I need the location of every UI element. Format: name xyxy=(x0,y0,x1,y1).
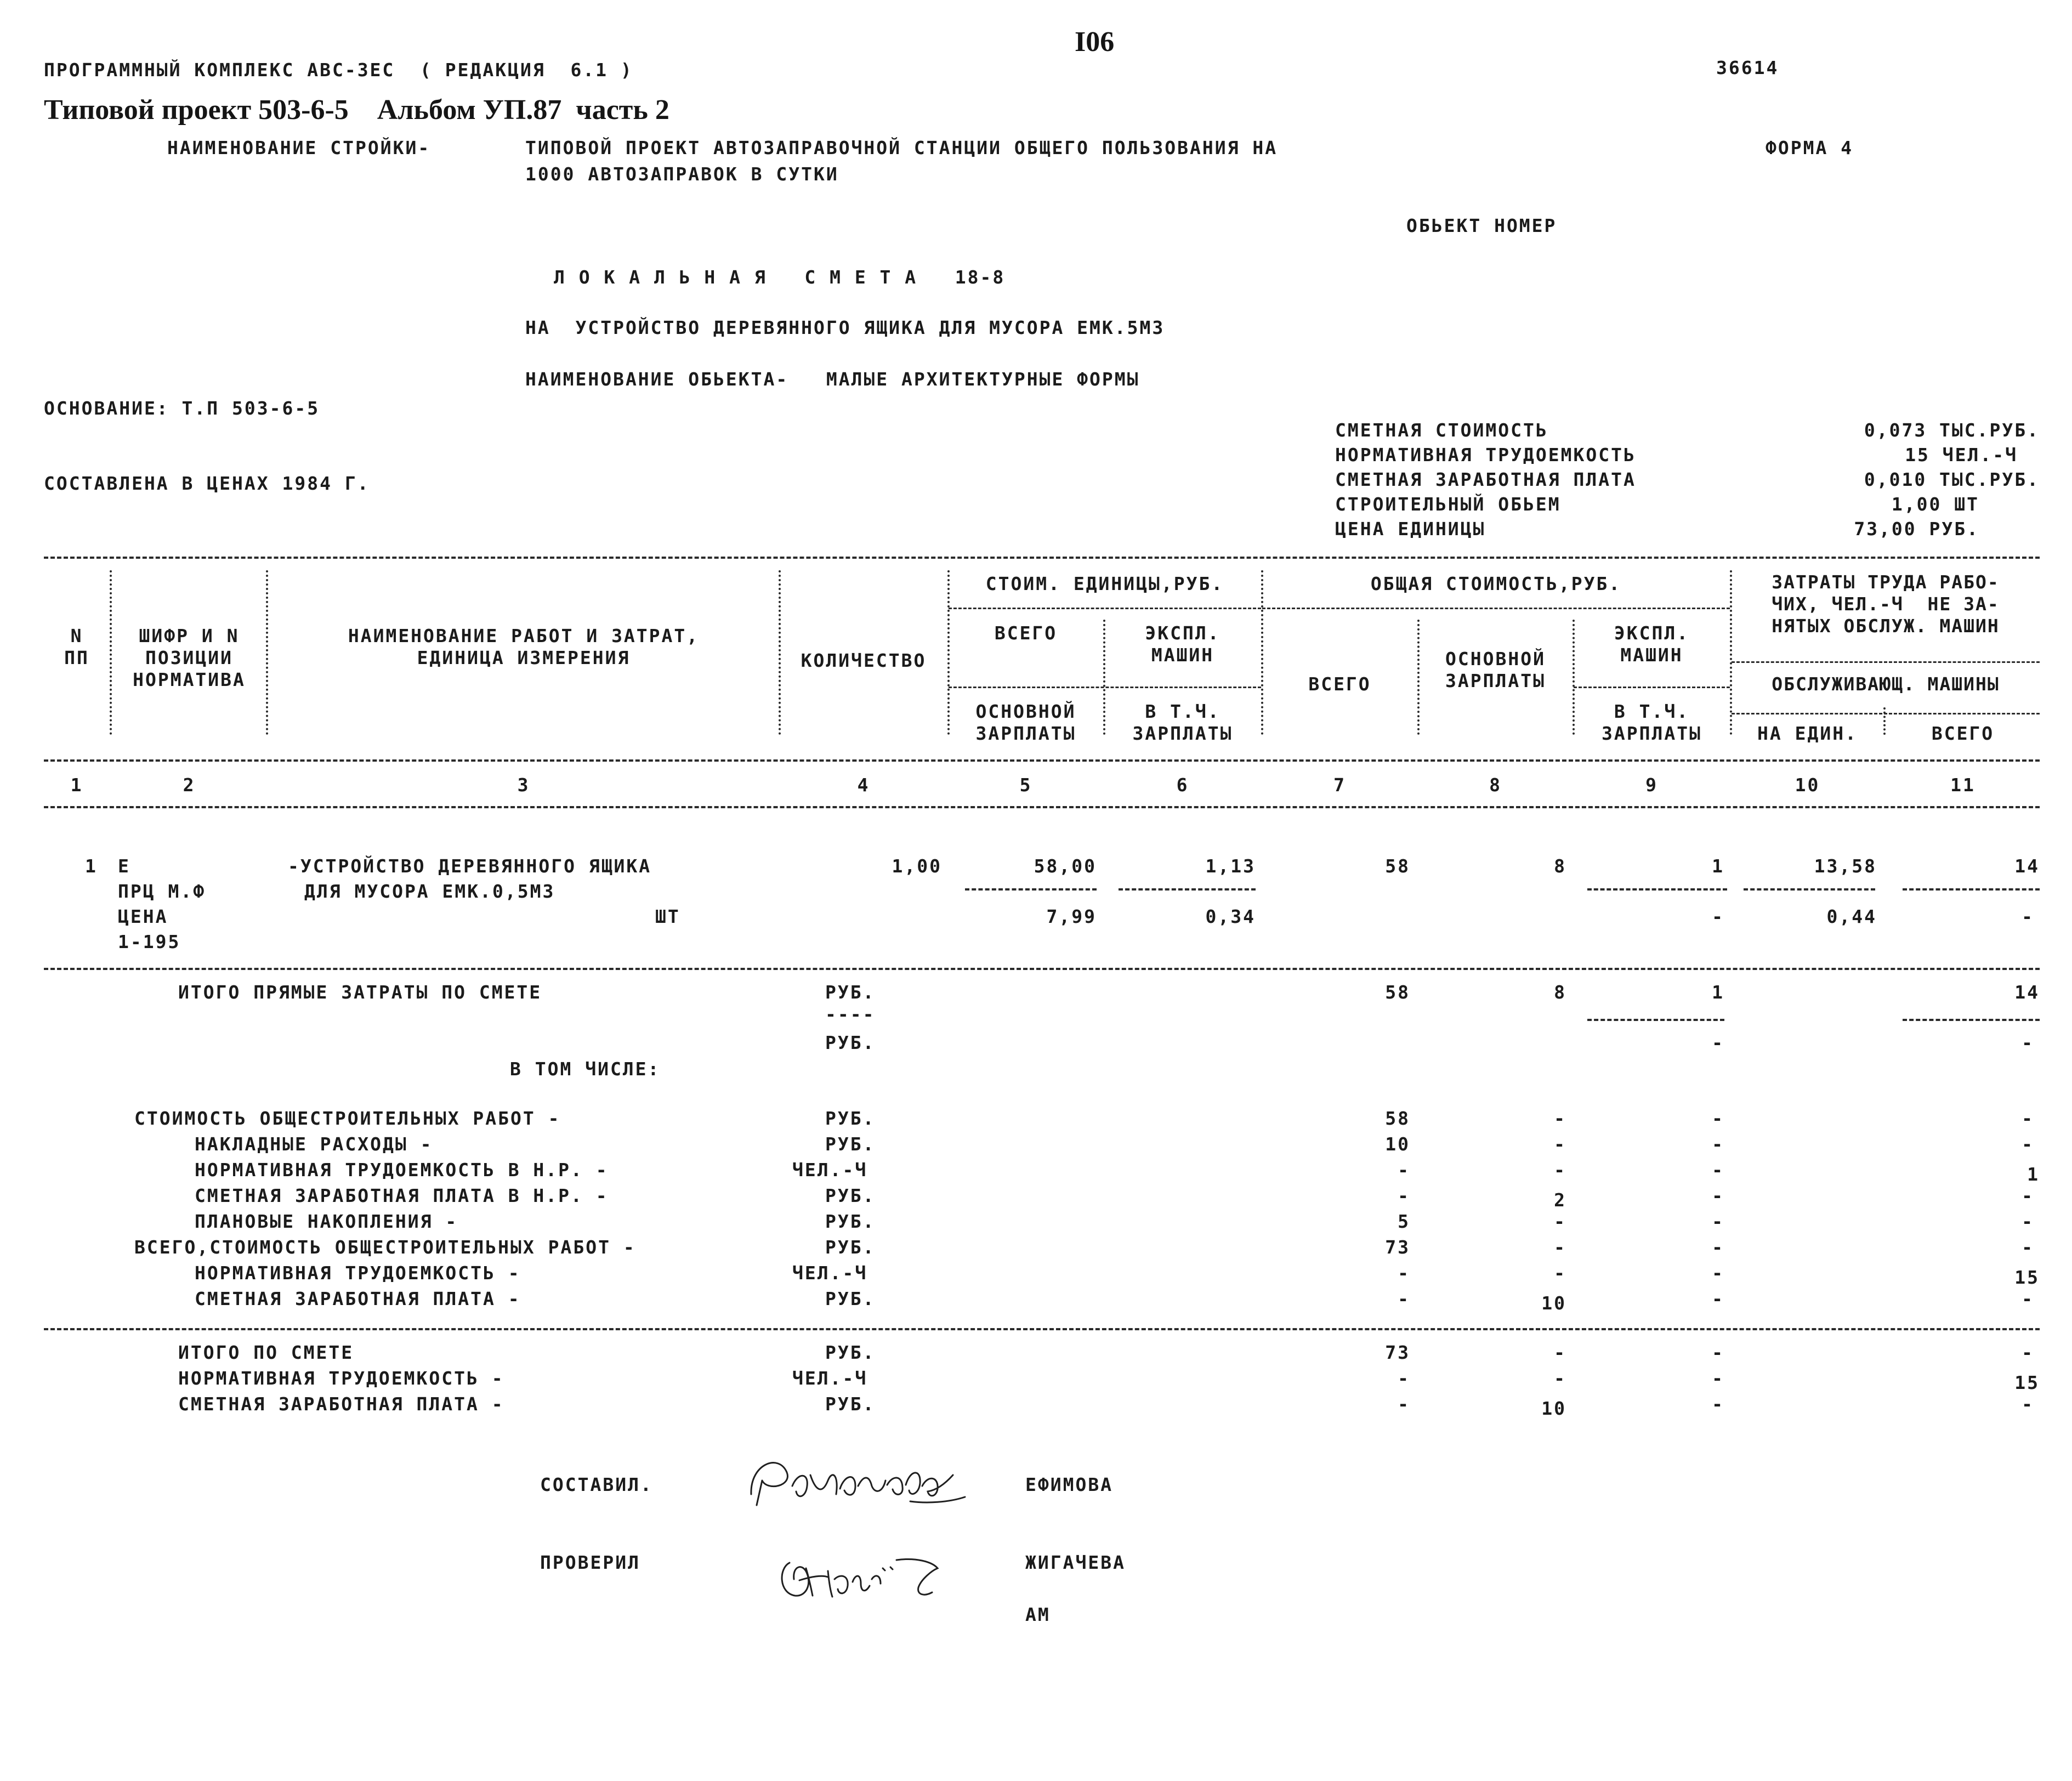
header-subrule xyxy=(949,608,1261,609)
row-total: - xyxy=(1398,1288,1410,1309)
summary-label: СМЕТНАЯ ЗАРАБОТНАЯ ПЛАТА xyxy=(1335,469,1636,490)
cell-dash-rule xyxy=(1903,888,2040,890)
row-total: 10 xyxy=(1385,1133,1410,1155)
item-quantity: 1,00 xyxy=(892,855,942,877)
object-name-line: НАИМЕНОВАНИЕ ОБЬЕКТА- МАЛЫЕ АРХИТЕКТУРНЫЕ ФОРМЫ xyxy=(525,368,1140,390)
row-machines: - xyxy=(1712,1237,1724,1258)
header-subrule xyxy=(1732,713,2040,714)
estimate-title: Л О К А Л Ь Н А Я С М Е Т А 18-8 xyxy=(554,266,1006,288)
basis-line: ОСНОВАНИЕ: Т.П 503-6-5 xyxy=(44,398,320,419)
item-labor-unit-machines: 0,44 xyxy=(1826,906,1877,927)
header-code: ШИФР И N ПОЗИЦИИ НОРМАТИВА xyxy=(133,625,246,690)
row-total: - xyxy=(1398,1159,1410,1181)
compiled-signature xyxy=(746,1442,976,1513)
row-total: 73 xyxy=(1385,1342,1410,1363)
header-total-machines: ЭКСПЛ. МАШИН xyxy=(1614,622,1690,666)
item-name: ДЛЯ МУСОРА ЕМК.0,5М3 xyxy=(304,881,555,902)
row-labor: 1 xyxy=(2027,1164,2040,1185)
document-code: 36614 xyxy=(1716,57,1779,78)
column-divider xyxy=(1261,570,1263,735)
object-number-label: ОБЬЕКТ НОМЕР xyxy=(1406,215,1557,236)
row-labor: - xyxy=(2022,1133,2034,1155)
item-code: ЦЕНА xyxy=(118,906,168,927)
item-total-machine-wages: - xyxy=(1712,906,1724,927)
row-wages: 2 xyxy=(1554,1189,1566,1211)
row-machines: - xyxy=(1712,1288,1724,1309)
row-unit: РУБ. xyxy=(825,1393,876,1415)
header-labor-group: ЗАТРАТЫ ТРУДА РАБО- ЧИХ, ЧЕЛ.-Ч НЕ ЗА- НЯТЫХ ОБСЛУЖ. МАШИН xyxy=(1772,571,2000,637)
breakdown-bottom-rule xyxy=(44,1328,2040,1330)
header-subrule xyxy=(949,687,1261,688)
cell-dash-rule xyxy=(1587,888,1727,890)
header-subrule xyxy=(1732,661,2040,663)
construction-name-line-1: ТИПОВОЙ ПРОЕКТ АВТОЗАПРАВОЧНОЙ СТАНЦИИ ОБЩЕГО ПОЛЬЗОВАНИЯ НА xyxy=(525,137,1278,158)
row-labor: 15 xyxy=(2014,1267,2040,1288)
item-labor-total: 14 xyxy=(2014,855,2040,877)
row-label: ПЛАНОВЫЕ НАКОПЛЕНИЯ - xyxy=(195,1211,458,1232)
summary-label: ЦЕНА ЕДИНИЦЫ xyxy=(1335,518,1486,540)
direct-costs-label: ИТОГО ПРЯМЫЕ ЗАТРАТЫ ПО СМЕТЕ xyxy=(178,982,542,1003)
compiled-label: СОСТАВИЛ. xyxy=(540,1474,653,1495)
row-machines: - xyxy=(1712,1393,1724,1415)
row-label: НАКЛАДНЫЕ РАСХОДЫ - xyxy=(195,1133,433,1155)
row-total: 58 xyxy=(1385,1108,1410,1129)
row-labor: - xyxy=(2022,1342,2034,1363)
header-bottom-rule xyxy=(44,759,2040,762)
compiled-name: ЕФИМОВА xyxy=(1025,1474,1114,1495)
column-divider xyxy=(110,570,112,735)
item-unit-machine-wages: 0,34 xyxy=(1205,906,1256,927)
row-label: СМЕТНАЯ ЗАРАБОТНАЯ ПЛАТА В Н.Р. - xyxy=(195,1185,609,1206)
summary-value: 1,00 ШТ xyxy=(1891,494,1979,515)
item-name: -УСТРОЙСТВО ДЕРЕВЯННОГО ЯЩИКА xyxy=(288,855,652,877)
header-quantity: КОЛИЧЕСТВО xyxy=(801,650,927,671)
column-number: 1 xyxy=(70,774,83,796)
summary-label: СМЕТНАЯ СТОИМОСТЬ xyxy=(1335,419,1548,441)
row-total: - xyxy=(1398,1262,1410,1284)
row-machines: - xyxy=(1712,1342,1724,1363)
row-wages: - xyxy=(1554,1237,1566,1258)
item-total-machines: 1 xyxy=(1712,855,1724,877)
item-code: ПРЦ М.Ф xyxy=(118,881,206,902)
item-labor-total-machines: - xyxy=(2022,906,2034,927)
checked-name: ЖИГАЧЕВА xyxy=(1025,1552,1126,1573)
summary-label: СТРОИТЕЛЬНЫЙ ОБЬЕМ xyxy=(1335,494,1561,515)
item-number: 1 xyxy=(85,855,98,877)
row-total: - xyxy=(1398,1393,1410,1415)
row-total: - xyxy=(1398,1368,1410,1389)
item-unit-wages: 7,99 xyxy=(1046,906,1097,927)
header-labor-sub: ОБСЛУЖИВАЮЩ. МАШИНЫ xyxy=(1772,673,2000,695)
row-total: 5 xyxy=(1398,1211,1410,1232)
checked-signature xyxy=(773,1535,981,1612)
column-number: 5 xyxy=(1019,774,1032,796)
cell-dash-rule xyxy=(965,888,1097,890)
cell-dash-rule xyxy=(1119,888,1256,890)
checked-label: ПРОВЕРИЛ xyxy=(540,1552,640,1573)
item-total-all: 58 xyxy=(1385,855,1410,877)
direct-costs-unit-2: РУБ. xyxy=(825,1032,876,1053)
column-number: 2 xyxy=(183,774,196,796)
column-number: 4 xyxy=(857,774,870,796)
direct-costs-machines: 1 xyxy=(1712,982,1724,1003)
header-total-machine-wages: В Т.Ч. ЗАРПЛАТЫ xyxy=(1602,701,1702,744)
page-number: I06 xyxy=(1075,26,1115,58)
row-label: ИТОГО ПО СМЕТЕ xyxy=(178,1342,354,1363)
row-label: НОРМАТИВНАЯ ТРУДОЕМКОСТЬ В Н.Р. - xyxy=(195,1159,609,1181)
cell-dash-rule xyxy=(1903,1019,2040,1021)
row-unit: РУБ. xyxy=(825,1133,876,1155)
row-label: СТОИМОСТЬ ОБЩЕСТРОИТЕЛЬНЫХ РАБОТ - xyxy=(134,1108,561,1129)
row-machines: - xyxy=(1712,1368,1724,1389)
row-machines: - xyxy=(1712,1211,1724,1232)
column-number: 3 xyxy=(517,774,530,796)
direct-costs-total: 58 xyxy=(1385,982,1410,1003)
column-number: 7 xyxy=(1333,774,1346,796)
row-machines: - xyxy=(1712,1108,1724,1129)
row-label: НОРМАТИВНАЯ ТРУДОЕМКОСТЬ - xyxy=(178,1368,504,1389)
row-machines: - xyxy=(1712,1262,1724,1284)
column-number: 10 xyxy=(1795,774,1820,796)
row-machines: - xyxy=(1712,1133,1724,1155)
row-wages: - xyxy=(1554,1368,1566,1389)
prices-year-line: СОСТАВЛЕНА В ЦЕНАХ 1984 Г. xyxy=(44,473,370,494)
row-label: СМЕТНАЯ ЗАРАБОТНАЯ ПЛАТА - xyxy=(195,1288,521,1309)
header-total-wages: ОСНОВНОЙ ЗАРПЛАТЫ xyxy=(1445,648,1546,691)
direct-costs-dashes: ---- xyxy=(825,1003,876,1025)
construction-name-line-2: 1000 АВТОЗАПРАВОК В СУТКИ xyxy=(525,163,839,185)
row-wages: 10 xyxy=(1541,1398,1566,1419)
header-n-pp: N ПП xyxy=(64,625,89,668)
row-wages: - xyxy=(1554,1159,1566,1181)
row-machines: - xyxy=(1712,1159,1724,1181)
direct-costs-wages: 8 xyxy=(1554,982,1566,1003)
column-number: 11 xyxy=(1950,774,1976,796)
header-unit-machines: ЭКСПЛ. МАШИН xyxy=(1145,622,1221,666)
construction-label: НАИМЕНОВАНИЕ СТРОЙКИ- xyxy=(167,137,431,158)
row-labor: - xyxy=(2022,1108,2034,1129)
header-labor-total: ВСЕГО xyxy=(1931,723,1995,744)
item-bottom-rule xyxy=(44,968,2040,970)
header-unit-wages: ОСНОВНОЙ ЗАРПЛАТЫ xyxy=(975,701,1076,744)
summary-label: НОРМАТИВНАЯ ТРУДОЕМКОСТЬ xyxy=(1335,444,1636,466)
including-label: В ТОМ ЧИСЛЕ: xyxy=(510,1058,661,1080)
program-line: ПРОГРАММНЫЙ КОМПЛЕКС АВС-3ЕС ( РЕДАКЦИЯ 6.1 ) xyxy=(44,59,633,81)
column-divider xyxy=(1883,707,1886,735)
row-unit: РУБ. xyxy=(825,1342,876,1363)
row-unit: РУБ. xyxy=(825,1211,876,1232)
row-unit: ЧЕЛ.-Ч xyxy=(792,1368,868,1389)
form-label: ФОРМА 4 xyxy=(1766,137,1854,158)
header-unit-total: ВСЕГО xyxy=(994,622,1058,644)
summary-value: 73,00 РУБ. xyxy=(1854,518,1979,540)
row-wages: - xyxy=(1554,1342,1566,1363)
column-divider xyxy=(266,570,268,735)
item-total-wages: 8 xyxy=(1554,855,1566,877)
row-unit: РУБ. xyxy=(825,1108,876,1129)
row-wages: 10 xyxy=(1541,1292,1566,1314)
row-unit: РУБ. xyxy=(825,1237,876,1258)
item-code: 1-195 xyxy=(118,931,181,952)
summary-value: 0,073 ТЫС.РУБ. xyxy=(1864,419,2040,441)
summary-value: 15 ЧЕЛ.-Ч xyxy=(1905,444,2018,466)
row-labor: - xyxy=(2022,1288,2034,1309)
header-labor-unit: НА ЕДИН. xyxy=(1757,723,1858,744)
item-unit-machines: 1,13 xyxy=(1205,855,1256,877)
row-machines: - xyxy=(1712,1185,1724,1206)
row-unit: РУБ. xyxy=(825,1185,876,1206)
header-work-name: НАИМЕНОВАНИЕ РАБОТ И ЗАТРАТ, ЕДИНИЦА ИЗМЕРЕНИЯ xyxy=(348,625,700,668)
row-wages: - xyxy=(1554,1108,1566,1129)
column-numbers-rule xyxy=(44,806,2040,808)
row-labor: - xyxy=(2022,1393,2034,1415)
row-total: - xyxy=(1398,1185,1410,1206)
row-labor: - xyxy=(2022,1237,2034,1258)
row-wages: - xyxy=(1554,1211,1566,1232)
row-label: НОРМАТИВНАЯ ТРУДОЕМКОСТЬ - xyxy=(195,1262,521,1284)
summary-value: 0,010 ТЫС.РУБ. xyxy=(1864,469,2040,490)
checked-suffix: АМ xyxy=(1025,1604,1051,1625)
row-wages: - xyxy=(1554,1133,1566,1155)
row-unit: ЧЕЛ.-Ч xyxy=(792,1159,868,1181)
row-labor: - xyxy=(2022,1185,2034,1206)
header-total-cost-group: ОБЩАЯ СТОИМОСТЬ,РУБ. xyxy=(1370,573,1622,594)
row-total: 73 xyxy=(1385,1237,1410,1258)
row-labor: - xyxy=(2022,1211,2034,1232)
row-labor: 15 xyxy=(2014,1372,2040,1393)
column-number: 9 xyxy=(1645,774,1658,796)
cell-dash-rule xyxy=(1744,888,1875,890)
direct-costs-machine-wages: - xyxy=(1712,1032,1724,1053)
row-wages: - xyxy=(1554,1262,1566,1284)
column-number: 6 xyxy=(1176,774,1189,796)
item-labor-unit: 13,58 xyxy=(1814,855,1877,877)
direct-costs-labor: 14 xyxy=(2014,982,2040,1003)
row-label: СМЕТНАЯ ЗАРАБОТНАЯ ПЛАТА - xyxy=(178,1393,504,1415)
header-unit-cost-group: СТОИМ. ЕДИНИЦЫ,РУБ. xyxy=(985,573,1224,594)
item-unit-total: 58,00 xyxy=(1034,855,1097,877)
row-unit: РУБ. xyxy=(825,1288,876,1309)
column-number: 8 xyxy=(1489,774,1502,796)
album-line: Типовой проект 503-6-5 Альбом УП.87 часть 2 xyxy=(44,94,669,126)
direct-costs-unit: РУБ. xyxy=(825,982,876,1003)
header-total-all: ВСЕГО xyxy=(1308,673,1371,695)
header-subrule xyxy=(1262,608,1730,609)
cell-dash-rule xyxy=(1587,1019,1724,1021)
table-top-rule xyxy=(44,557,2040,559)
row-unit: ЧЕЛ.-Ч xyxy=(792,1262,868,1284)
header-subrule xyxy=(1574,687,1730,688)
estimate-subject: НА УСТРОЙСТВО ДЕРЕВЯННОГО ЯЩИКА ДЛЯ МУСОРА ЕМК.5М3 xyxy=(525,317,1165,338)
direct-costs-labor-machines: - xyxy=(2022,1032,2034,1053)
row-label: ВСЕГО,СТОИМОСТЬ ОБЩЕСТРОИТЕЛЬНЫХ РАБОТ - xyxy=(134,1237,636,1258)
item-code: Е xyxy=(118,855,130,877)
item-unit: ШТ xyxy=(655,906,680,927)
header-unit-machine-wages: В Т.Ч. ЗАРПЛАТЫ xyxy=(1132,701,1233,744)
